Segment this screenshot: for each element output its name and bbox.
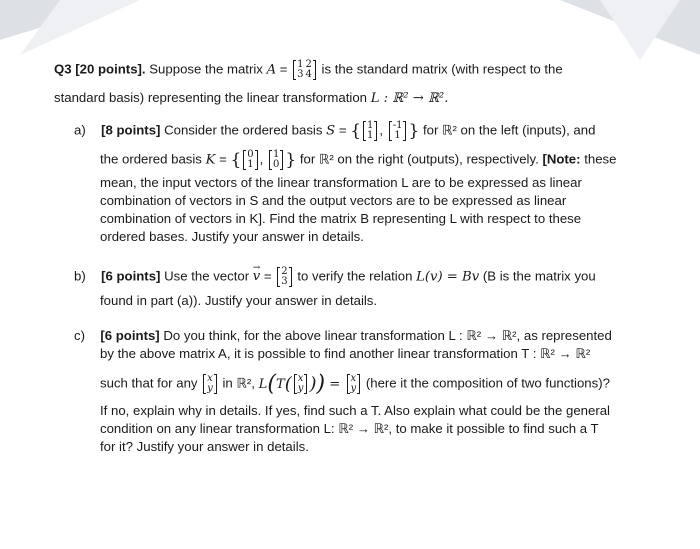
part-a-line-3: mean, the input vectors of the linear transformation L are to be expressed as linear bbox=[100, 175, 582, 190]
vector-xy-result bbox=[347, 374, 361, 394]
part-c-text-3b: in ℝ², bbox=[222, 375, 255, 391]
matrix-a-cell: 4 bbox=[305, 69, 312, 80]
question-header-line: Q3 [20 points]. Suppose the matrix A = 1 2 3 4 is the standard matrix (with respect to the bbox=[54, 59, 563, 80]
matrix-a-cell: 1 bbox=[297, 59, 304, 70]
matrix-a-cell: 3 bbox=[297, 69, 304, 80]
part-c-line-4: If no, explain why in details. If yes, find such a T. Also explain what could be the general bbox=[100, 403, 610, 418]
part-b-points: [6 points] bbox=[101, 268, 161, 284]
basis-k-cell: 0 bbox=[273, 159, 280, 170]
basis-k-cell: 1 bbox=[273, 149, 280, 160]
part-c-line-3 bbox=[100, 371, 610, 396]
part-c-line-1 bbox=[74, 327, 612, 345]
vector-xy bbox=[203, 374, 217, 394]
part-b-text: Use the vector bbox=[164, 268, 250, 284]
part-b-text-b: to verify the relation bbox=[297, 268, 413, 284]
basis-s-cell: 1 bbox=[367, 120, 374, 131]
question-label: Q3 [20 points]. bbox=[54, 61, 146, 77]
part-a-marker: a) bbox=[74, 122, 86, 138]
part-c-marker: c) bbox=[74, 328, 85, 343]
question-intro-text-2: is the standard matrix (with respect to the bbox=[321, 61, 563, 77]
vector-xy-cell: y bbox=[297, 383, 304, 394]
vector-xy-cell: y bbox=[350, 383, 357, 394]
part-a-text-2b: for ℝ² on the right (outputs), respectively. bbox=[299, 151, 539, 167]
note-tail: these bbox=[584, 151, 617, 167]
vector-v-cell: 2 bbox=[281, 266, 288, 277]
vector-v-cell: 3 bbox=[281, 276, 288, 287]
vector-xy-cell: x bbox=[350, 373, 357, 384]
part-b-line-2: found in part (a)). Justify your answer in details. bbox=[100, 293, 378, 308]
basis-k-vector-2 bbox=[269, 150, 283, 170]
basis-s-vector-2 bbox=[389, 121, 407, 141]
composition-expression: L(T( x y )) = x y bbox=[259, 377, 363, 392]
part-c-text-1: Do you think, for the above linear transformation L : ℝ² → ℝ², as represented bbox=[163, 328, 612, 343]
vector-xy-cell: x bbox=[207, 373, 213, 385]
part-c-text-3a: such that for any bbox=[100, 375, 198, 391]
question-intro-text-3: standard basis) representing the linear transformation bbox=[54, 90, 368, 105]
basis-k-name: K bbox=[205, 152, 216, 168]
vector-xy-inner bbox=[294, 374, 308, 394]
part-a-line-6: ordered bases. Justify your answer in details. bbox=[100, 229, 364, 244]
vector-xy-cell: x bbox=[297, 373, 304, 384]
part-a-line-2: the ordered basis K = { 0 1 , 1 0 } for ℝ² on the right (outputs), respectively. [Note: these bbox=[100, 149, 617, 170]
part-a-text-2a: the ordered basis bbox=[100, 151, 202, 167]
basis-s-cell: 1 bbox=[367, 130, 374, 141]
relation-formula: L(v) = Bv bbox=[416, 269, 480, 285]
basis-s-cell: -1 bbox=[392, 120, 403, 131]
basis-k-vector-1 bbox=[243, 150, 257, 170]
part-c-line-2: by the above matrix A, it is possible to find another linear transformation T : ℝ² → ℝ² bbox=[100, 346, 591, 361]
vector-xy-cell: y bbox=[207, 383, 213, 395]
note-label: [Note: bbox=[542, 151, 581, 167]
basis-k-cell: 0 bbox=[247, 149, 254, 160]
matrix-a-cell: 2 bbox=[305, 59, 312, 70]
part-c-text-3c: (here it the composition of two functions)? bbox=[365, 375, 610, 391]
part-a-line-1: a) [8 points] Consider the ordered basis S = { 1 1 , -1 1 } for ℝ² on the left (inputs), and bbox=[74, 120, 596, 141]
part-b-text-c: (B is the matrix you bbox=[482, 268, 596, 284]
basis-k-cell: 1 bbox=[247, 159, 254, 170]
matrix-a-name: A bbox=[266, 62, 277, 78]
part-a-text: Consider the ordered basis bbox=[164, 122, 323, 138]
basis-s-vector-1 bbox=[363, 121, 377, 141]
matrix-a bbox=[293, 60, 316, 80]
part-a-text-b: for ℝ² on the left (inputs), and bbox=[422, 122, 596, 138]
vector-v bbox=[277, 267, 291, 287]
header-corner-decoration bbox=[0, 0, 700, 60]
basis-s-name: S bbox=[326, 123, 336, 139]
basis-s-cell: 1 bbox=[394, 130, 401, 141]
question-line-2 bbox=[54, 89, 448, 108]
vector-v-name: v → bbox=[253, 268, 260, 286]
part-a-points: [8 points] bbox=[101, 122, 161, 138]
map-l: L : ℝ² → ℝ². bbox=[370, 91, 449, 106]
question-intro-text: Suppose the matrix bbox=[149, 61, 263, 77]
part-b-marker: b) bbox=[74, 268, 86, 284]
part-c-points: [6 points] bbox=[100, 328, 160, 343]
part-a-line-5: combination of vectors in K]. Find the matrix B representing L with respect to these bbox=[100, 211, 582, 226]
part-c-line-5: condition on any linear transformation L: ℝ² → ℝ², to make it possible to find such a T bbox=[100, 421, 599, 436]
part-b-line-1: b) [6 points] Use the vector v → = 2 3 to verify the relation L(v) = Bv (B is the matrix you bbox=[74, 267, 596, 287]
part-c-line-6: for it? Justify your answer in details. bbox=[100, 439, 309, 454]
part-a-line-4: combination of vectors in S and the output vectors are to be expressed as linear bbox=[100, 193, 567, 208]
